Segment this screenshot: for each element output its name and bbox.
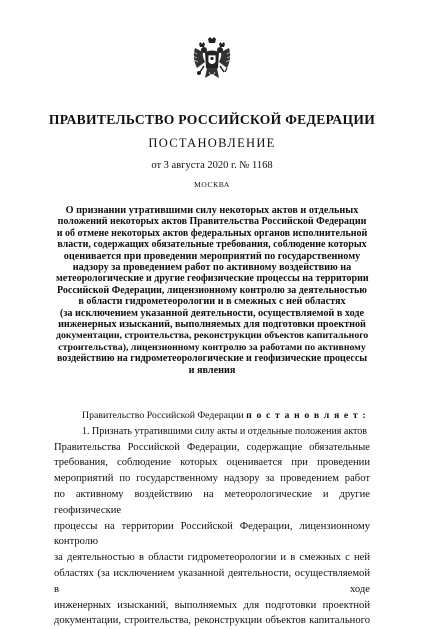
heading-line: метеорологические и другие геофизические процессы на территории (56, 273, 369, 285)
heading-line: и об отмене некоторых актов федеральных органов исполнительной (56, 227, 368, 239)
body-line: инженерных изысканий, выполняемых для подготовки проектной (54, 599, 370, 611)
government-title: ПРАВИТЕЛЬСТВО РОССИЙСКОЙ ФЕДЕРАЦИИ (48, 112, 376, 127)
document-body (54, 408, 370, 629)
document-place: МОСКВА (194, 180, 230, 189)
heading-line: документации, строительства, реконструкции объектов капитального (56, 330, 369, 342)
body-line: документации, строительства, реконструкции объектов капитального (54, 615, 370, 627)
intro-verb: п о с т а н о в л я е т : (246, 410, 367, 421)
document-type: ПОСТАНОВЛЕНИЕ (148, 136, 276, 150)
state-emblem-icon (191, 36, 233, 84)
intro-text: Правительство Российской Федерации (82, 410, 244, 421)
heading-line: в области гидрометеорологии и в смежных с ней областях (78, 296, 346, 308)
heading-line: воздействию на гидрометеорологические и геофизические процессы (56, 353, 368, 365)
heading-line: власти, содержащих обязательные требования, соблюдение которых (57, 239, 367, 251)
body-line: процессы на территории Российской Федерации, лицензионному контролю (54, 520, 370, 548)
heading-line: Российской Федерации, лицензионному контролю за деятельностью (57, 284, 367, 296)
body-line: мероприятий по государственному надзору за проведением работ (54, 473, 370, 485)
body-line: за деятельностью в области гидрометеорологии и в смежных с ней (54, 552, 370, 564)
body-line: Правительства Российской Федерации, содержащие обязательные (54, 441, 370, 453)
heading-line: оценивается при проведении мероприятий по государственному (63, 250, 361, 262)
heading-line: положений некоторых актов Правительства Российской Федерации (57, 216, 367, 228)
heading-line: О признании утратившими силу некоторых актов и отдельных (65, 205, 359, 216)
heading-line: (за исключением указанной деятельности, осуществляемой в ходе (59, 307, 365, 319)
intro-paragraph (54, 408, 370, 424)
document-date-number: от 3 августа 2020 г. № 1168 (151, 160, 273, 171)
heading-line: строительства), лицензионному контролю за работами по активному (58, 341, 366, 353)
heading-line: и явления (188, 364, 236, 376)
heading-line: надзору за проведением работ по активному воздействию на (72, 262, 352, 274)
document-heading (56, 205, 368, 376)
body-line: требования, соблюдение которых оценивается при проведении (54, 457, 370, 469)
body-line: по активному воздействию на метеорологические и другие геофизические (54, 488, 370, 516)
body-line: областях (за исключением указанной деятельности, осуществляемой в ходе (54, 567, 370, 595)
heading-line: инженерных изысканий, выполняемых для подготовки проектной (58, 319, 366, 331)
body-line: 1. Признать утратившими силу акты и отдельные положения актов (82, 425, 368, 437)
